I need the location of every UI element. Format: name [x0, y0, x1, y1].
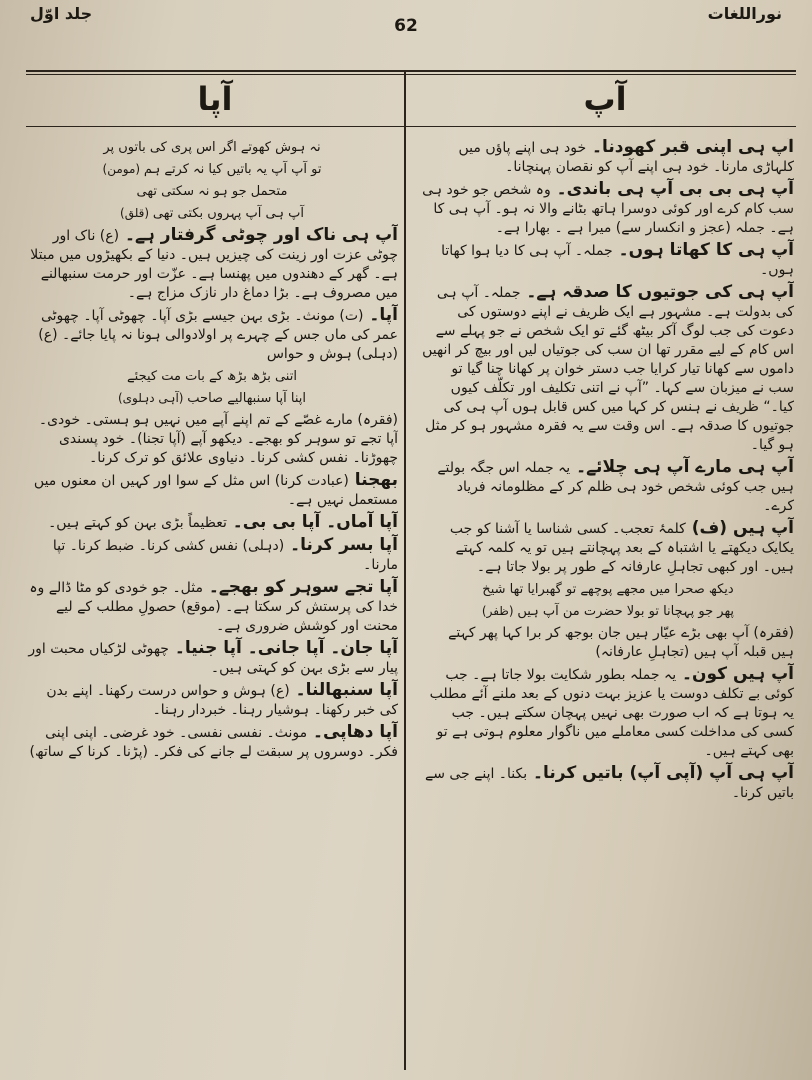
- entry-headword: آپ ہی آپ (آپی آپ) باتیں کرنا۔: [527, 763, 794, 783]
- verse-text: اتنی بڑھ بڑھ کے بات مت کیجئے: [127, 369, 297, 384]
- verse-source: (آہی دہلوی): [117, 391, 188, 405]
- verse-text: اپنا آپا سنبھالیے صاحب: [187, 391, 306, 406]
- dictionary-entry: [422, 138, 794, 177]
- entry-headword: آپا جان۔ آپا جانی۔ آپا جنیا۔: [168, 638, 398, 658]
- dictionary-entry: [26, 639, 398, 678]
- header-rule-top: [26, 70, 796, 72]
- entry-definition: کلمۂ تعجب۔ کسی شناسا یا آشنا کو جب یکایک دیکھتے یا اشتباہ کے بعد پہچانتے ہیں تو یہ کلمہ کہتے ہیں۔ اور کبھی تجاہلِ عارفانہ کے طور پر بولا جاتا ہے۔: [449, 521, 794, 575]
- verse-line: [26, 182, 398, 201]
- entry-headword: آپ ہیں (ف): [685, 518, 794, 538]
- dictionary-entry: [26, 536, 398, 575]
- header-rule-bottom: [26, 74, 796, 75]
- entry-headword: آپ ہی اپنی قبر کھودنا۔: [586, 138, 794, 157]
- dictionary-entry: [26, 578, 398, 636]
- entry-definition: یہ جملہ اس جگہ بولتے ہیں جب کوئی شخص خود ہی ظلم کر کے مظلومانہ فریاد کرے۔: [437, 460, 794, 514]
- entry-headword: آپا بسر کرنا۔: [284, 535, 398, 555]
- entry-headword: آپا دھاپی۔: [307, 722, 398, 742]
- verse-source: (مومن): [102, 162, 144, 176]
- dictionary-entry: [26, 471, 398, 510]
- dictionary-entry: [26, 306, 398, 364]
- column-heading-right: آپ: [583, 80, 627, 118]
- dictionary-entry: [26, 723, 398, 762]
- verse-line: [26, 367, 398, 386]
- dictionary-entry: [422, 283, 794, 455]
- entry-definition: (ع) ناک اور چوٹی عزت اور زینت کی چیزیں ہیں۔ دنیا کے بکھیڑوں میں مبتلا ہے۔ گھر کے دھندوں میں پھنسا ہے۔ عزّت اور حرمت سنبھالنے میں مصروف ہے۔ بڑا دماغ دار نازک مزاج ہے۔: [30, 228, 398, 301]
- verse-line: [26, 138, 398, 157]
- dictionary-entry: [422, 180, 794, 238]
- dictionary-entry: [422, 519, 794, 577]
- dictionary-entry: [422, 764, 794, 803]
- entry-definition: (ت) مونث۔ بڑی بہن جیسے بڑی آپا۔ چھوٹی آپا۔ چھوٹی عمر کی ماں جس کے چہرے پر اولادوالی ہونا نہ پایا جائے۔ (ع) (دہلی) ہوش و حواس: [38, 308, 398, 362]
- entry-headword: آپ ہی کی جوتیوں کا صدقہ ہے۔: [520, 282, 794, 302]
- entry-headword: آپا۔: [363, 305, 398, 325]
- entry-definition: (فقرہ) مارے غصّے کے تم اپنے آپے میں نہیں ہو ہستی۔ خودی۔ آپا تجے تو سوہر کو بھجے۔ دیکھو آپے (آپا تجنا)۔ خود پسندی چھوڑنا۔ نفس کشی کرنا۔ دنیاوی علائق کو ترک کرنا۔: [38, 412, 398, 466]
- entry-headword: بھجنا: [348, 470, 398, 490]
- entry-definition: (دہلی) نفس کشی کرنا۔ ضبط کرنا۔ تپا مارنا۔: [52, 538, 398, 573]
- dictionary-entry: [26, 226, 398, 303]
- verse-line: [26, 204, 398, 223]
- verse-text: پھر جو پہچانا تو بولا حضرت من آپ ہیں: [517, 604, 735, 619]
- entry-definition: (ع) ہوش و حواس درست رکھنا۔ اپنے بدن کی خبر رکھنا۔ ہوشیار رہنا۔ خبردار رہنا۔: [46, 683, 398, 718]
- running-header-volume: جلد اوّل: [30, 4, 93, 23]
- entry-definition: تعظیماً بڑی بہن کو کہتے ہیں۔: [48, 515, 227, 531]
- dictionary-entry: [26, 513, 398, 533]
- entry-headword: آپ ہی ناک اور چوٹی گرفتار ہے۔: [119, 225, 398, 245]
- entry-definition: جملہ۔ آپ ہی کی بدولت ہے۔ مشہور ہے ایک ظریف نے اپنے دوستوں کی دعوت کی جب لوگ آکر بیٹھ گئے تو ایک شخص نے جو پہلے سے اس کام کے لیے مقرر تھا ان سب کی جوتیاں لیں اور بیچ کر انھیں داموں سے کھانا تیار کرایا جب دستر خوان پر کھانا چنا گیا تو سب نے میزبان سے کہا۔ ”آپ نے اتنی تکلیف اور تکلّف کیوں کیا۔“ ظریف نے ہنس کر کہا میں کس قابل ہوں آپ ہی کی جوتیوں کا صدقہ ہے۔ اس وقت سے یہ فقرہ مشہور ہو کر مثل ہو گیا۔: [422, 285, 794, 453]
- verse-text: آپ ہی آپ پہروں بکتی تھی: [152, 206, 304, 221]
- running-header-title: نوراللغات: [707, 4, 782, 23]
- verse-source: (ظفر): [481, 604, 518, 618]
- entry-definition: (فقرہ) آپ بھی بڑے عیّار ہیں جان بوجھ کر برا کہا پھر کہتے ہیں قبلہ آپ ہیں (تجاہلِ عارفانہ): [448, 625, 794, 660]
- entry-headword: آپ ہی مارے آپ ہی چلائے۔: [570, 457, 794, 477]
- entry-headword: آپا سنبھالنا۔: [289, 680, 398, 700]
- dictionary-entry: [422, 665, 794, 761]
- verse-line: [422, 602, 794, 621]
- entry-definition: یہ جملہ بطور شکایت بولا جاتا ہے۔ جب کوئی بے تکلف دوست یا عزیز بہت دنوں کے بعد ملنے آئے مطلب یہ ہوتا ہے کہ اب صورت بھی نہیں پہچان سکتے ہیں۔ جب کسی کی مداخلت کسی معاملے میں ناگوار معلوم ہوتی ہے تو بھی کہتے ہیں۔: [429, 667, 794, 759]
- entry-headword: آپ ہی کا کھاتا ہوں۔: [612, 240, 794, 260]
- entry-definition: مثل۔ جو خودی کو مٹا ڈالے وہ خدا کی پرستش کر سکتا ہے۔ (موقع) حصولِ مطلب کے لیے محنت اور کوشش ضروری ہے۔: [29, 580, 398, 634]
- verse-line: [422, 580, 794, 599]
- verse-line: [26, 389, 398, 408]
- dictionary-entry: [26, 411, 398, 468]
- entry-definition: چھوٹی لڑکیاں محبت اور پیار سے بڑی بہن کو کہتی ہیں۔: [28, 641, 398, 676]
- column-heading-rule: [26, 126, 796, 127]
- column-left: [26, 138, 398, 1068]
- dictionary-entry: [422, 458, 794, 516]
- dictionary-entry: [26, 681, 398, 720]
- entry-definition: خود ہی اپنے پاؤں میں کلہاڑی مارنا۔ خود ہی اپنے آپ کو نقصان پہنچانا۔: [458, 140, 794, 175]
- column-right: [422, 138, 794, 1068]
- page-number: 62: [394, 16, 418, 36]
- verse-line: [26, 160, 398, 179]
- entry-headword: آپ ہیں کون۔: [676, 664, 794, 684]
- verse-text: دیکھ صحرا میں مجھے پوچھے تو گھبرایا تھا شیخ: [482, 582, 734, 597]
- dictionary-entry: [422, 624, 794, 662]
- column-heading-left: آپا: [197, 80, 233, 118]
- dictionary-entry: [422, 241, 794, 280]
- verse-source: (قلق): [120, 206, 153, 220]
- entry-headword: آپا آماں۔ آپا بی بی۔: [226, 512, 398, 532]
- entry-definition: جملہ۔ آپ ہی کا دیا ہوا کھاتا ہوں۔: [441, 243, 794, 278]
- entry-definition: بکنا۔ اپنے جی سے باتیں کرنا۔: [424, 766, 794, 801]
- entry-headword: آپ ہی بی بی آپ ہی باندی۔: [550, 179, 794, 199]
- column-divider: [404, 70, 406, 1070]
- entry-definition: وہ شخص جو خود ہی سب کام کرے اور کوئی دوسرا ہاتھ بٹانے والا نہ ہو۔ آپ ہی کا ہے۔ جملہ (عجز و انکسار سے) میرا ہے ۔ بھارا ہے۔: [422, 182, 794, 236]
- verse-text: نہ ہوش کھوتے اگر اس پری کی باتوں پر: [103, 140, 321, 155]
- entry-definition: (عبادت کرنا) اس مثل کے سوا اور کہیں ان معنوں میں مستعمل نہیں ہے۔: [33, 473, 398, 508]
- entry-headword: آپا تجے سوہر کو بھجے۔: [202, 577, 398, 597]
- verse-text: تو آپ آپ یہ باتیں کیا نہ کرتے ہم: [143, 162, 322, 177]
- verse-text: متحمل جو ہو نہ سکتی تھی: [136, 184, 288, 199]
- entry-definition: مونث۔ نفسی نفسی۔ خود غرضی۔ اپنی اپنی فکر۔ دوسروں پر سبقت لے جانے کی فکر۔ (پڑنا۔ کرنا کے ساتھ): [29, 725, 398, 760]
